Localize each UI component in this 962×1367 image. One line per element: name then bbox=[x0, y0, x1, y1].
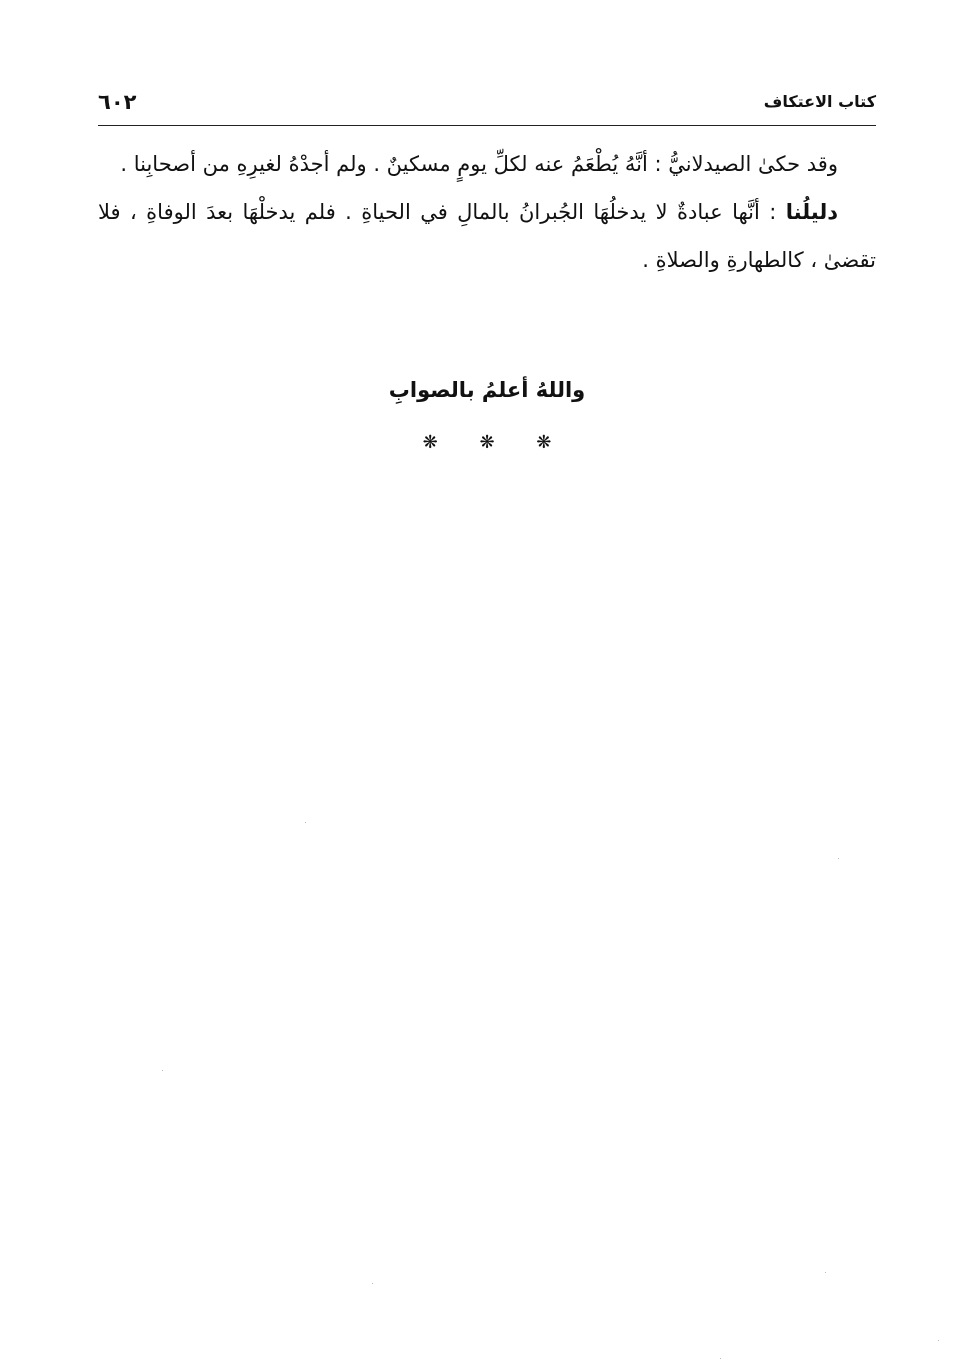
scan-speck bbox=[372, 1283, 373, 1284]
header-rule bbox=[98, 125, 876, 126]
paragraph-1: وقد حكىٰ الصيدلانيُّ : أنَّهُ يُطْعَمُ عنه لكلِّ يومٍ مسكينٌ . ولم أجدْهُ لغيرِهِ من أصحابِنا . bbox=[120, 152, 838, 176]
section-ornament bbox=[98, 432, 876, 453]
running-header bbox=[98, 86, 876, 124]
paragraph-2 bbox=[98, 188, 876, 284]
scan-speck bbox=[305, 822, 306, 823]
scan-speck bbox=[938, 1340, 939, 1341]
paragraph-2-lead: دليلُنا bbox=[785, 200, 838, 224]
ornament-star: ❋ bbox=[422, 432, 438, 453]
scan-speck bbox=[838, 858, 839, 859]
ornament-star: ❋ bbox=[479, 432, 495, 453]
book-title: كتاب الاعتكاف bbox=[763, 92, 876, 111]
scan-speck bbox=[720, 1358, 721, 1359]
closing-formula: واللهُ أعلمُ بالصوابِ bbox=[388, 378, 586, 402]
scan-speck bbox=[162, 1070, 163, 1071]
body-text bbox=[98, 140, 876, 284]
scan-speck bbox=[825, 1272, 826, 1273]
page-number: ٦٠٢ bbox=[98, 90, 137, 114]
ornament-star: ❋ bbox=[536, 432, 552, 453]
paragraph-2-rest: : أنَّها عبادةٌ لا يدخلُهَا الجُبرانُ بالمالِ في الحياةِ . فلم يدخلْهَا بعدَ الوفاةِ ، فلا تقضىٰ ، كالطهارةِ والصلاةِ . bbox=[98, 200, 876, 272]
